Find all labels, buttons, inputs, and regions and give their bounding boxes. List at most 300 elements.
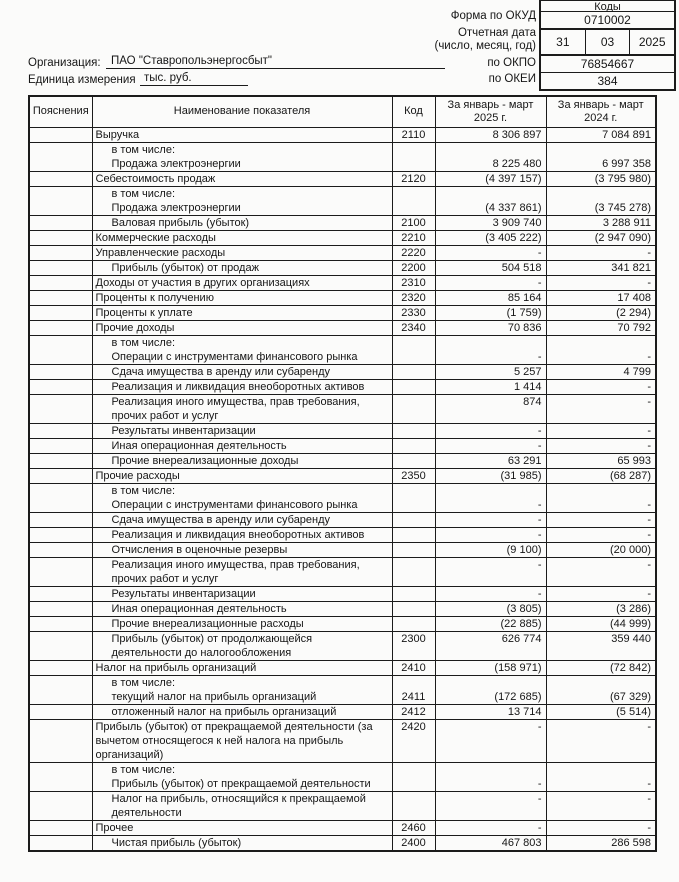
indicator-name-line: в том числе: [111, 763, 176, 776]
indicator-name-cell [92, 260, 392, 275]
indicator-name-cell [92, 230, 392, 245]
indicator-name-line: Продажа электроэнергии [111, 201, 241, 214]
code-cell: 2110 [392, 127, 435, 142]
indicator-name-cell [92, 675, 392, 704]
indicator-name-line: Валовая прибыль (убыток) [111, 216, 250, 229]
indicator-name-cell [92, 394, 392, 423]
code-cell: 2412 [392, 704, 435, 719]
value-2024-cell: (67 329) [546, 675, 656, 704]
code-cell: 2220 [392, 245, 435, 260]
value-2024-cell: - [546, 527, 656, 542]
indicator-name-line: Результаты инвентаризации [111, 424, 256, 437]
value-2025-cell: (22 885) [435, 616, 546, 631]
code-cell: 2410 [392, 660, 435, 675]
explanations-cell [29, 704, 92, 719]
indicator-name-cell [92, 379, 392, 394]
col-header-period-2025 [435, 96, 546, 127]
code-cell: 2350 [392, 468, 435, 483]
indicator-name-cell [92, 423, 392, 438]
okud-form-label: Форма по ОКУД [450, 10, 536, 22]
value-2024-cell: - [546, 335, 656, 364]
explanations-cell [29, 483, 92, 512]
explanations-cell [29, 260, 92, 275]
value-2025-cell: - [435, 483, 546, 512]
explanations-cell [29, 660, 92, 675]
table-row [29, 820, 656, 835]
code-cell [392, 512, 435, 527]
indicator-name-line: Управленческие расходы [95, 246, 226, 259]
code-cell [392, 379, 435, 394]
value-2024-cell: 4 799 [546, 364, 656, 379]
indicator-name-line: Прочие внереализационные доходы [111, 454, 299, 467]
okei-value: 384 [541, 72, 674, 89]
explanations-cell [29, 379, 92, 394]
explanations-cell [29, 586, 92, 601]
value-2024-cell: - [546, 791, 656, 820]
indicator-name-cell [92, 601, 392, 616]
table-row [29, 468, 656, 483]
value-2024-cell: 286 598 [546, 835, 656, 851]
value-2024-cell: - [546, 394, 656, 423]
value-2025-cell: (158 971) [435, 660, 546, 675]
indicator-name-cell [92, 660, 392, 675]
indicator-name-line: Реализация иного имущества, прав требования, [111, 558, 360, 571]
table-row [29, 512, 656, 527]
indicator-name-cell [92, 438, 392, 453]
table-row [29, 215, 656, 230]
indicator-name-cell [92, 364, 392, 379]
explanations-cell [29, 542, 92, 557]
indicator-name-cell [92, 542, 392, 557]
table-body [29, 127, 656, 851]
table-row [29, 230, 656, 245]
value-2024-cell: - [546, 245, 656, 260]
table-row [29, 616, 656, 631]
code-cell [392, 364, 435, 379]
indicator-name-line: Налог на прибыль, относящийся к прекращаемой [111, 792, 366, 805]
indicator-name-cell [92, 127, 392, 142]
report-date-year: 2025 [629, 30, 674, 54]
code-cell: 2200 [392, 260, 435, 275]
indicator-name-line: Себестоимость продаж [95, 172, 216, 185]
explanations-cell [29, 245, 92, 260]
value-2025-cell: - [435, 586, 546, 601]
indicator-name-line: Прочее [95, 821, 134, 834]
value-2025-cell: (3 805) [435, 601, 546, 616]
code-cell: 2330 [392, 305, 435, 320]
okei-label: по ОКЕИ [488, 73, 536, 85]
report-date-month: 03 [585, 30, 630, 54]
col-header-explanations: Пояснения [29, 96, 92, 127]
value-2024-cell: (44 999) [546, 616, 656, 631]
value-2025-cell: (3 405 222) [435, 230, 546, 245]
indicator-name-line: Прибыль (убыток) от продолжающейся [111, 632, 313, 645]
indicator-name-line: отложенный налог на прибыль организаций [111, 705, 337, 718]
explanations-cell [29, 616, 92, 631]
income-statement-table [28, 95, 657, 852]
table-row [29, 660, 656, 675]
explanations-cell [29, 835, 92, 851]
value-2025-cell: (1 759) [435, 305, 546, 320]
indicator-name-cell [92, 305, 392, 320]
value-2025-cell: - [435, 438, 546, 453]
indicator-name-cell [92, 557, 392, 586]
value-2025-cell: 8 306 897 [435, 127, 546, 142]
code-cell [392, 601, 435, 616]
table-row [29, 379, 656, 394]
indicator-name-line: прочих работ и услуг [111, 572, 219, 585]
explanations-cell [29, 468, 92, 483]
code-cell [392, 527, 435, 542]
value-2024-cell: (2 947 090) [546, 230, 656, 245]
indicator-name-line: Реализация и ликвидация внеоборотных активов [111, 380, 365, 393]
indicator-name-cell [92, 512, 392, 527]
indicator-name-line: Прибыль (убыток) от прекращаемой деятельности (за [95, 720, 373, 733]
indicator-name-line: Прибыль (убыток) от продаж [111, 261, 259, 274]
code-cell [392, 186, 435, 215]
explanations-cell [29, 631, 92, 660]
explanations-cell [29, 127, 92, 142]
indicator-name-cell [92, 453, 392, 468]
value-2024-cell: (72 842) [546, 660, 656, 675]
period-2024-line2: 2024 г. [584, 111, 618, 124]
indicator-name-cell [92, 335, 392, 364]
code-cell: 2120 [392, 171, 435, 186]
indicator-name-cell [92, 171, 392, 186]
code-cell: 2320 [392, 290, 435, 305]
value-2025-cell: 1 414 [435, 379, 546, 394]
indicator-name-cell [92, 586, 392, 601]
value-2025-cell: - [435, 820, 546, 835]
value-2024-cell: (2 294) [546, 305, 656, 320]
table-row [29, 719, 656, 762]
okpo-value: 76854667 [541, 55, 674, 72]
indicator-name-line: Прочие расходы [95, 469, 180, 482]
indicator-name-line: Прочие доходы [95, 321, 175, 334]
indicator-name-line: деятельности [111, 806, 182, 819]
indicator-name-cell [92, 320, 392, 335]
value-2024-cell: - [546, 438, 656, 453]
value-2024-cell: (20 000) [546, 542, 656, 557]
value-2025-cell: 13 714 [435, 704, 546, 719]
value-2025-cell: - [435, 762, 546, 791]
code-cell: 2460 [392, 820, 435, 835]
indicator-name-line: Продажа электроэнергии [111, 157, 241, 170]
explanations-cell [29, 601, 92, 616]
table-row [29, 762, 656, 791]
explanations-cell [29, 675, 92, 704]
indicator-name-cell [92, 719, 392, 762]
indicator-name-cell [92, 290, 392, 305]
value-2025-cell: 467 803 [435, 835, 546, 851]
unit-label: Единица измерения [28, 74, 136, 86]
table-row [29, 335, 656, 364]
organization-label: Организация: [28, 57, 101, 69]
indicator-name-cell [92, 483, 392, 512]
indicator-name-cell [92, 835, 392, 851]
report-date-label-line2: (число, месяц, год) [434, 40, 536, 52]
explanations-cell [29, 791, 92, 820]
value-2025-cell: - [435, 791, 546, 820]
value-2024-cell: - [546, 719, 656, 762]
value-2025-cell: (172 685) [435, 675, 546, 704]
value-2024-cell: (3 745 278) [546, 186, 656, 215]
indicator-name-line: в том числе: [111, 143, 176, 156]
value-2025-cell: - [435, 719, 546, 762]
codes-box [539, 0, 676, 91]
value-2025-cell: (31 985) [435, 468, 546, 483]
indicator-name-cell [92, 215, 392, 230]
explanations-cell [29, 527, 92, 542]
table-row [29, 438, 656, 453]
indicator-name-cell [92, 616, 392, 631]
code-cell [392, 762, 435, 791]
indicator-name-line: Сдача имущества в аренду или субаренду [111, 513, 331, 526]
value-2024-cell: 65 993 [546, 453, 656, 468]
value-2024-cell: - [546, 820, 656, 835]
table-row [29, 260, 656, 275]
okpo-label: по ОКПО [487, 57, 536, 69]
indicator-name-cell [92, 468, 392, 483]
document-header [0, 0, 679, 95]
value-2025-cell: - [435, 275, 546, 290]
table-row [29, 394, 656, 423]
value-2024-cell: - [546, 423, 656, 438]
code-cell: 2340 [392, 320, 435, 335]
code-cell: 2310 [392, 275, 435, 290]
organization-value: ПАО "Ставропольэнергосбыт" [106, 55, 445, 69]
table-row [29, 305, 656, 320]
explanations-cell [29, 320, 92, 335]
table-row [29, 527, 656, 542]
indicator-name-line: Результаты инвентаризации [111, 587, 256, 600]
table-row [29, 320, 656, 335]
value-2024-cell: 359 440 [546, 631, 656, 660]
indicator-name-line: в том числе: [111, 336, 176, 349]
explanations-cell [29, 719, 92, 762]
value-2024-cell: (3 286) [546, 601, 656, 616]
table-row [29, 453, 656, 468]
table-row [29, 171, 656, 186]
explanations-cell [29, 557, 92, 586]
indicator-name-line: Доходы от участия в других организациях [95, 276, 310, 289]
explanations-cell [29, 453, 92, 468]
value-2024-cell: 7 084 891 [546, 127, 656, 142]
indicator-name-line: Сдача имущества в аренду или субаренду [111, 365, 331, 378]
indicator-name-cell [92, 527, 392, 542]
value-2025-cell: 85 164 [435, 290, 546, 305]
col-header-indicator: Наименование показателя [92, 96, 392, 127]
table-header-row [29, 96, 656, 127]
value-2025-cell: (4 397 157) [435, 171, 546, 186]
value-2024-cell: 70 792 [546, 320, 656, 335]
table-row [29, 142, 656, 171]
indicator-name-line: организаций) [95, 748, 164, 761]
indicator-name-line: Коммерческие расходы [95, 231, 216, 244]
code-cell: 2420 [392, 719, 435, 762]
code-cell [392, 542, 435, 557]
explanations-cell [29, 275, 92, 290]
indicator-name-line: прочих работ и услуг [111, 409, 219, 422]
value-2024-cell: (68 287) [546, 468, 656, 483]
table-row [29, 557, 656, 586]
value-2025-cell: 8 225 480 [435, 142, 546, 171]
code-cell [392, 616, 435, 631]
indicator-name-line: Реализация иного имущества, прав требования, [111, 395, 360, 408]
unit-value: тыс. руб. [140, 72, 248, 86]
explanations-cell [29, 305, 92, 320]
indicator-name-line: в том числе: [111, 484, 176, 497]
col-header-period-2024 [546, 96, 656, 127]
code-cell: 2400 [392, 835, 435, 851]
value-2025-cell: - [435, 423, 546, 438]
report-date-day: 31 [556, 35, 570, 49]
indicator-name-cell [92, 245, 392, 260]
period-2025-line2: 2025 г. [473, 111, 508, 124]
value-2025-cell: - [435, 335, 546, 364]
explanations-cell [29, 171, 92, 186]
table-row [29, 675, 656, 704]
value-2024-cell: 3 288 911 [546, 215, 656, 230]
indicator-name-line: Прочие внереализационные расходы [111, 617, 304, 630]
explanations-cell [29, 394, 92, 423]
indicator-name-cell [92, 142, 392, 171]
table-row [29, 835, 656, 851]
value-2025-cell: 504 518 [435, 260, 546, 275]
indicator-name-cell [92, 186, 392, 215]
value-2024-cell: 17 408 [546, 290, 656, 305]
explanations-cell [29, 230, 92, 245]
indicator-name-line: Операции с инструментами финансового рынка [111, 350, 358, 363]
explanations-cell [29, 423, 92, 438]
explanations-cell [29, 186, 92, 215]
indicator-name-line: Чистая прибыль (убыток) [111, 836, 242, 849]
value-2025-cell: 626 774 [435, 631, 546, 660]
value-2025-cell: - [435, 245, 546, 260]
indicator-name-line: в том числе: [111, 676, 176, 689]
table-row [29, 704, 656, 719]
table-row [29, 127, 656, 142]
code-cell [392, 791, 435, 820]
explanations-cell [29, 364, 92, 379]
table-row [29, 364, 656, 379]
table-row [29, 423, 656, 438]
indicator-name-line: Операции с инструментами финансового рынка [111, 498, 358, 511]
codes-box-title: Коды [594, 1, 621, 11]
value-2025-cell: - [435, 527, 546, 542]
code-cell: 2411 [392, 675, 435, 704]
col-header-code: Код [392, 96, 435, 127]
indicator-name-cell [92, 820, 392, 835]
table-row [29, 791, 656, 820]
indicator-name-line: в том числе: [111, 187, 176, 200]
code-cell [392, 438, 435, 453]
explanations-cell [29, 335, 92, 364]
indicator-name-line: Выручка [95, 128, 140, 141]
indicator-name-cell [92, 762, 392, 791]
table-row [29, 483, 656, 512]
indicator-name-cell [92, 275, 392, 290]
table-row [29, 186, 656, 215]
report-date-label-line1: Отчетная дата [457, 27, 536, 39]
value-2024-cell: - [546, 379, 656, 394]
code-cell [392, 586, 435, 601]
value-2025-cell: 5 257 [435, 364, 546, 379]
period-2024-line1: За январь - март [557, 98, 644, 111]
value-2025-cell: 70 836 [435, 320, 546, 335]
code-cell [392, 483, 435, 512]
code-cell [392, 335, 435, 364]
value-2024-cell: - [546, 586, 656, 601]
value-2024-cell: - [546, 512, 656, 527]
indicator-name-line: Иная операционная деятельность [111, 439, 287, 452]
indicator-name-line: Реализация и ликвидация внеоборотных активов [111, 528, 365, 541]
table-row [29, 542, 656, 557]
indicator-name-line: Проценты к уплате [95, 306, 193, 319]
code-cell [392, 142, 435, 171]
value-2025-cell: - [435, 557, 546, 586]
value-2025-cell: (9 100) [435, 542, 546, 557]
indicator-name-cell [92, 704, 392, 719]
table-row [29, 601, 656, 616]
explanations-cell [29, 290, 92, 305]
value-2025-cell: 874 [435, 394, 546, 423]
table-row [29, 290, 656, 305]
indicator-name-line: Налог на прибыль организаций [95, 661, 257, 674]
code-cell: 2100 [392, 215, 435, 230]
code-cell: 2210 [392, 230, 435, 245]
value-2025-cell: 63 291 [435, 453, 546, 468]
indicator-name-line: Иная операционная деятельность [111, 602, 287, 615]
value-2024-cell: - [546, 557, 656, 586]
explanations-cell [29, 142, 92, 171]
indicator-name-line: Проценты к получению [95, 291, 214, 304]
value-2024-cell: - [546, 762, 656, 791]
period-2025-line1: За январь - март [447, 98, 534, 111]
table-row [29, 275, 656, 290]
indicator-name-line: вычетом относящегося к ней налога на прибыль [95, 734, 344, 747]
value-2025-cell: - [435, 512, 546, 527]
value-2025-cell: 3 909 740 [435, 215, 546, 230]
value-2025-cell: (4 337 861) [435, 186, 546, 215]
explanations-cell [29, 762, 92, 791]
indicator-name-line: текущий налог на прибыль организаций [111, 690, 317, 703]
explanations-cell [29, 820, 92, 835]
value-2024-cell: (5 514) [546, 704, 656, 719]
value-2024-cell: 341 821 [546, 260, 656, 275]
indicator-name-line: Прибыль (убыток) от прекращаемой деятельности [111, 777, 371, 790]
value-2024-cell: (3 795 980) [546, 171, 656, 186]
okud-value: 0710002 [541, 11, 674, 28]
code-cell: 2300 [392, 631, 435, 660]
table-row [29, 586, 656, 601]
explanations-cell [29, 512, 92, 527]
indicator-name-line: Отчисления в оценочные резервы [111, 543, 288, 556]
indicator-name-line: деятельности до налогообложения [111, 646, 292, 659]
code-cell [392, 423, 435, 438]
code-cell [392, 453, 435, 468]
code-cell [392, 557, 435, 586]
code-cell [392, 394, 435, 423]
value-2024-cell: - [546, 275, 656, 290]
table-row [29, 631, 656, 660]
report-date-value [541, 28, 674, 55]
value-2024-cell: 6 997 358 [546, 142, 656, 171]
value-2024-cell: - [546, 483, 656, 512]
indicator-name-cell [92, 631, 392, 660]
explanations-cell [29, 438, 92, 453]
indicator-name-cell [92, 791, 392, 820]
